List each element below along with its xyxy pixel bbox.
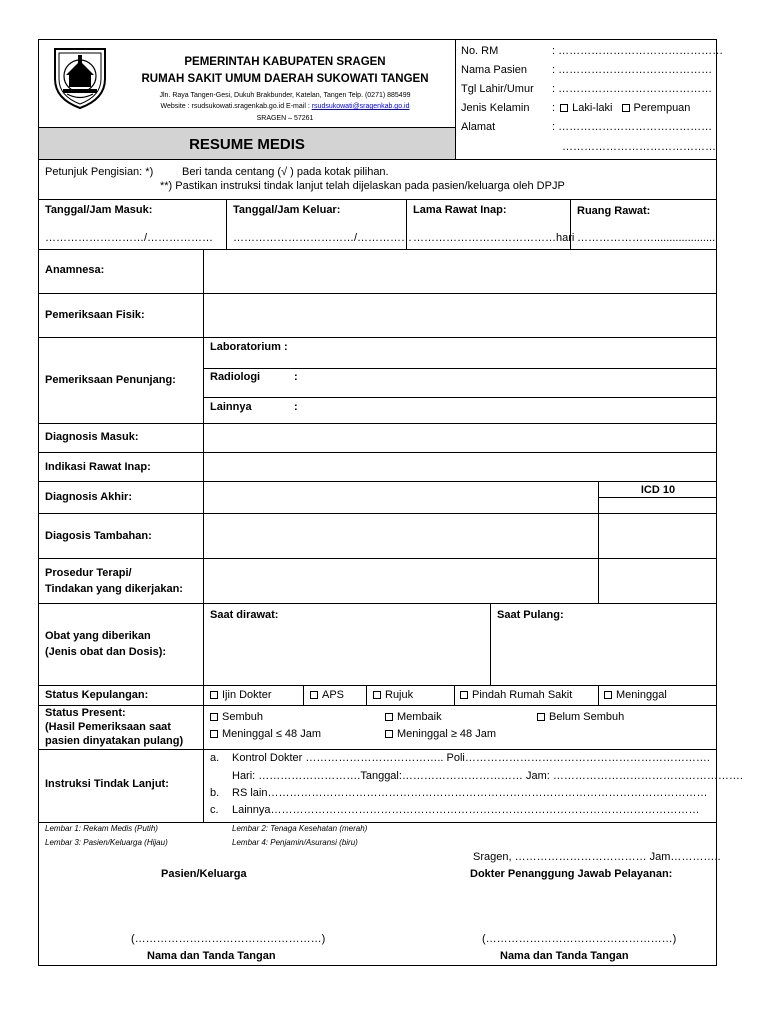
lainnya-label: Lainnya [210, 401, 252, 413]
pemeriksaan-penunjang-label: Pemeriksaan Penunjang: [45, 374, 176, 386]
laki-laki-label: Laki-laki [572, 102, 613, 114]
hospital-logo [49, 45, 111, 111]
pasien-signature-line[interactable]: (……………………………………………) [131, 933, 326, 945]
hospital-contact [115, 102, 455, 111]
anamnesa-field[interactable] [204, 250, 716, 293]
dokter-dpjp-label: Dokter Penanggung Jawab Pelayanan: [470, 868, 673, 880]
lembar-3: Lembar 3: Pasien/Keluarga (Hijau) [45, 838, 168, 847]
opt-meninggal-kurang-48[interactable]: Meninggal ≤ 48 Jam [210, 728, 321, 741]
meninggal-checkbox[interactable] [604, 691, 612, 699]
diagnosis-tambahan-label: Diagosis Tambahan: [45, 530, 152, 542]
meninggal-kurang-48-checkbox[interactable] [210, 730, 218, 738]
saat-pulang-label: Saat Pulang: [497, 609, 564, 621]
anamnesa-label: Anamnesa: [45, 264, 105, 276]
perempuan-label: Perempuan [633, 102, 691, 114]
opt-meninggal[interactable]: Meninggal [604, 689, 667, 702]
indikasi-rawat-inap-field[interactable] [204, 453, 716, 481]
lainnya-field[interactable]: Lainnya……………………………………………………………………………………………………… [232, 804, 700, 816]
icd-10-header: ICD 10 [640, 484, 676, 496]
tgl-keluar-field[interactable]: ……………………………/…………… [233, 232, 413, 244]
petunjuk-line-1: Beri tanda centang (√ ) pada kotak pilihan. [182, 166, 389, 178]
membaik-checkbox[interactable] [385, 713, 393, 721]
jenis-kelamin-options: : Laki-laki Perempuan [552, 102, 691, 114]
rs-lain-field[interactable]: RS lain………………………………………………………………………………………………………… [232, 787, 708, 799]
item-a-letter: a. [210, 752, 220, 764]
opt-belum-sembuh[interactable]: Belum Sembuh [537, 711, 624, 724]
status-present-sub-1: (Hasil Pemeriksaan saat [45, 721, 171, 733]
lainnya-colon: : [294, 401, 298, 413]
alamat-label: Alamat [461, 121, 496, 133]
email-link[interactable]: rsudsukowati@sragenkab.go.id [311, 103, 410, 110]
radiologi-colon: : [294, 371, 298, 383]
pindah-rs-checkbox[interactable] [460, 691, 468, 699]
dokter-signature-line[interactable]: (……………………………………………) [482, 933, 677, 945]
belum-sembuh-checkbox[interactable] [537, 713, 545, 721]
opt-meninggal-lebih-48[interactable]: Meninggal ≥ 48 Jam [385, 728, 496, 741]
kontrol-dokter-field[interactable]: Kontrol Dokter ……………………………….. Poli…………………………………………………………. [232, 752, 710, 764]
tgl-lahir-field[interactable]: : …………………………………… [552, 83, 713, 95]
pemeriksaan-fisik-label: Pemeriksaan Fisik: [45, 309, 145, 321]
tgl-masuk-field[interactable]: ………………………/……………… [45, 232, 214, 244]
pemeriksaan-fisik-field[interactable] [204, 294, 716, 337]
petunjuk-label: Petunjuk Pengisian: *) [45, 166, 154, 178]
ijin-dokter-checkbox[interactable] [210, 691, 218, 699]
tgl-lahir-label: Tgl Lahir/Umur [461, 83, 534, 95]
aps-checkbox[interactable] [310, 691, 318, 699]
hospital-city: SRAGEN – 57261 [256, 115, 314, 122]
item-b-letter: b. [210, 787, 220, 799]
lembar-2: Lembar 2: Tenaga Kesehatan (merah) [232, 824, 368, 833]
status-kepulangan-label: Status Kepulangan: [45, 689, 149, 701]
obat-dosis-label: (Jenis obat dan Dosis): [45, 646, 167, 658]
diagnosis-akhir-field[interactable] [204, 482, 597, 513]
lembar-4: Lembar 4: Penjamin/Asuransi (biru) [232, 838, 358, 847]
pasien-keluarga-label: Pasien/Keluarga [161, 868, 247, 880]
alamat-field-2[interactable]: …………………………………… [562, 141, 716, 153]
petunjuk-line-2: **) Pastikan instruksi tindak lanjut telah dijelaskan pada pasien/keluarga oleh DPJP [160, 180, 565, 192]
form-title: RESUME MEDIS [189, 136, 305, 153]
saat-dirawat-label: Saat dirawat: [210, 609, 279, 621]
diagnosis-masuk-label: Diagnosis Masuk: [45, 431, 139, 443]
dokter-nama-ttd: Nama dan Tanda Tangan [500, 950, 629, 962]
ruang-rawat-label: Ruang Rawat: [577, 205, 651, 217]
tgl-masuk-label: Tanggal/Jam Masuk: [45, 204, 153, 216]
tindak-lanjut-label: Instruksi Tindak Lanjut: [45, 778, 169, 790]
org-name-2: RUMAH SAKIT UMUM DAERAH SUKOWATI TANGEN [141, 73, 429, 85]
meninggal-lebih-48-checkbox[interactable] [385, 730, 393, 738]
opt-membaik[interactable]: Membaik [385, 711, 442, 724]
prosedur-terapi-field[interactable] [204, 559, 597, 603]
sembuh-checkbox[interactable] [210, 713, 218, 721]
opt-rujuk[interactable]: Rujuk [373, 689, 413, 702]
hospital-address: Jln. Raya Tangen-Gesi, Dukuh Brakbunder, Katelan, Tangen Telp. (0271) 885499 [159, 92, 411, 99]
indikasi-rawat-inap-label: Indikasi Rawat Inap: [45, 461, 151, 473]
jenis-kelamin-label: Jenis Kelamin [461, 102, 530, 114]
website-label: Website : rsudsukowati.sragenkab.go.id E-mail : [160, 103, 312, 110]
ruang-rawat-field[interactable]: ………………….................... [577, 232, 716, 244]
opt-sembuh[interactable]: Sembuh [210, 711, 263, 724]
opt-ijin-dokter[interactable]: Ijin Dokter [210, 689, 272, 702]
prosedur-terapi-label: Prosedur Terapi/ [45, 567, 132, 579]
radiologi-label: Radiologi [210, 371, 261, 383]
kontrol-hari-field[interactable]: Hari: ……………………….Tanggal:…………………………… Jam: ……………………………………………. [232, 770, 743, 782]
item-c-letter: c. [210, 804, 219, 816]
perempuan-checkbox[interactable] [622, 104, 630, 112]
pasien-nama-ttd: Nama dan Tanda Tangan [147, 950, 276, 962]
diagnosis-tambahan-field[interactable] [204, 514, 597, 558]
obat-label: Obat yang diberikan [45, 630, 151, 642]
place-date-field[interactable]: Sragen, ……………………………… Jam………….. [473, 851, 721, 863]
opt-pindah-rs[interactable]: Pindah Rumah Sakit [460, 689, 572, 702]
lama-rawat-label: Lama Rawat Inap: [413, 204, 507, 216]
laki-laki-checkbox[interactable] [560, 104, 568, 112]
laboratorium-label: Laboratorium : [210, 341, 288, 353]
status-present-sub-2: pasien dinyatakan pulang) [45, 735, 184, 747]
diagnosis-akhir-label: Diagnosis Akhir: [45, 491, 132, 503]
lembar-1: Lembar 1: Rekam Medis (Putih) [45, 824, 158, 833]
org-name-1: PEMERINTAH KABUPATEN SRAGEN [184, 56, 386, 68]
tindakan-label: Tindakan yang dikerjakan: [45, 583, 183, 595]
tgl-keluar-label: Tanggal/Jam Keluar: [233, 204, 341, 216]
nama-pasien-field[interactable]: : …………………………………… [552, 64, 713, 76]
opt-aps[interactable]: APS [310, 689, 344, 702]
rujuk-checkbox[interactable] [373, 691, 381, 699]
no-rm-field[interactable]: : ……………………………………… [552, 45, 724, 57]
lama-rawat-field[interactable]: …………………………………hari [413, 232, 575, 244]
no-rm-label: No. RM [461, 45, 499, 57]
alamat-field[interactable]: : …………………………………… [552, 121, 713, 133]
status-present-label: Status Present: [45, 707, 126, 719]
diagnosis-masuk-field[interactable] [204, 424, 716, 452]
nama-pasien-label: Nama Pasien [461, 64, 528, 76]
